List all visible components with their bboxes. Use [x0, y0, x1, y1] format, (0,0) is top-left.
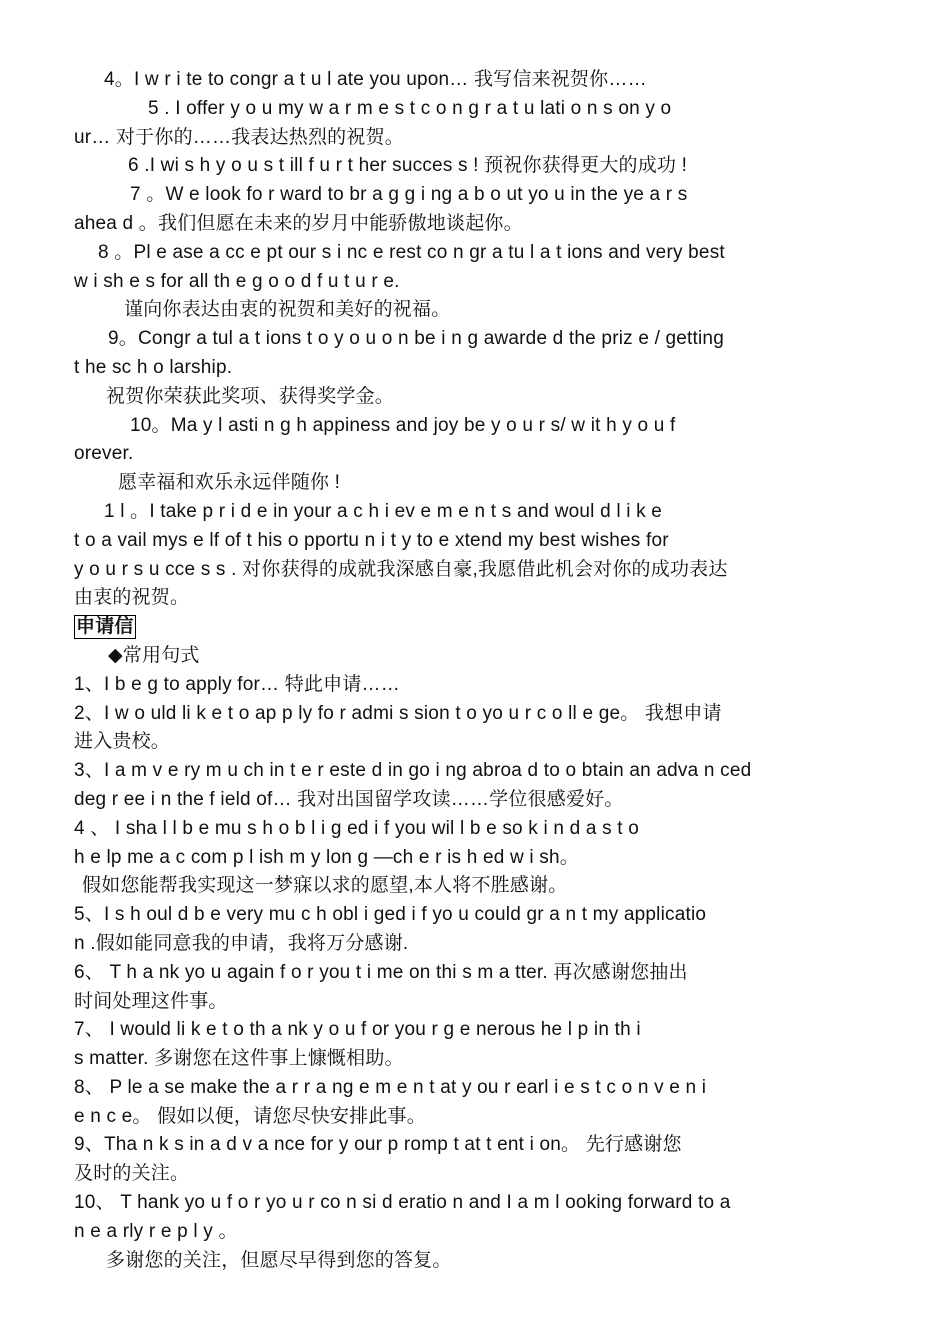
- text-line: t he sc h o larship.: [74, 356, 233, 378]
- text-line: 祝贺你荣获此奖项、获得奖学金。: [106, 385, 395, 407]
- text-line: t o a vail mys e lf of t his o pportu n i t y to e xtend my best wishes for: [74, 529, 669, 551]
- text-line: y o u r s u cce s s . 对你获得的成就我深感自豪,我愿借此机会对你的成功表达: [74, 558, 728, 580]
- text-line: h e lp me a c com p l ish m y lon g —ch e r is h ed w i sh。: [74, 846, 579, 868]
- section-heading-application-letter: [74, 613, 900, 642]
- text-line: 谨向你表达由衷的祝贺和美好的祝福。: [124, 299, 451, 321]
- text-line: deg r ee i n the f ield of… 我对出国留学攻读……学位很感爱好。: [74, 788, 624, 810]
- text-line: 由衷的祝贺。: [74, 587, 190, 609]
- text-line: 多谢您的关注，但愿尽早得到您的答复。: [106, 1249, 452, 1271]
- text-line: 7 。W e look fo r ward to br a g g i ng a b o ut yo u in the ye a r s: [130, 184, 688, 206]
- text-line: 8 。Pl e ase a cc e pt our s i nc e rest co n gr a tu l a t ions and very best: [98, 241, 725, 263]
- text-line: orever.: [74, 443, 134, 465]
- text-line: ahea d 。我们但愿在未来的岁月中能骄傲地谈起你。: [74, 212, 523, 234]
- text-line: 时间处理这件事。: [74, 990, 228, 1012]
- text-line: ur… 对于你的……我表达热烈的祝贺。: [74, 126, 404, 148]
- application-letter-phrases: [74, 642, 900, 1276]
- text-line: 假如您能帮我实现这一梦寐以求的愿望,本人将不胜感谢。: [82, 875, 568, 897]
- section-heading-text: 申请信: [76, 616, 134, 638]
- text-line: 9。Congr a tul a t ions t o y o u o n be i n g awarde d the priz e / getting: [108, 328, 724, 350]
- text-line: 4。I w r i te to congr a t u l ate you upon… 我写信来祝贺你……: [104, 69, 647, 90]
- text-line: 1 l 。I take p r i d e in your a c h i ev e m e n t s and woul d l i k e: [104, 500, 663, 522]
- document-page: [74, 66, 900, 1275]
- text-line: 5 . I offer y o u my w a r m e s t c o n g r a t u lati o n s on y o: [148, 97, 672, 119]
- text-line: 及时的关注。: [74, 1163, 190, 1185]
- text-line: e n c e。 假如以便，请您尽快安排此事。: [74, 1105, 426, 1127]
- text-line: 6、 T h a nk yo u again f o r you t i me on thi s m a tter. 再次感谢您抽出: [74, 961, 688, 983]
- congratulation-phrases: [74, 66, 900, 613]
- text-line: 10、 T hank yo u f o r yo u r co n si d eratio n and I a m l ooking forward to a: [74, 1192, 731, 1214]
- text-line: 4 、 I sha l l b e mu s h o b l i g ed i f you wil l b e so k i n d a s t o: [74, 817, 640, 839]
- text-line: 3、I a m v e ry m u ch in t e r este d in go i ng abroa d to o btain an adva n ced: [74, 760, 752, 782]
- text-line: 8、 P le a se make the a r r a ng e m e n t at y ou r earl i e s t c o n v e n i: [74, 1076, 707, 1098]
- text-line: w i sh e s for all th e g o o d f u t u r e.: [74, 270, 400, 292]
- text-line: 6 .I wi s h y o u s t ill f u r t her succes s ! 预祝你获得更大的成功 !: [128, 155, 688, 177]
- text-line: 愿幸福和欢乐永远伴随你 !: [118, 472, 341, 494]
- text-line: s matter. 多谢您在这件事上慷慨相助。: [74, 1048, 404, 1070]
- text-line: 7、 I would li k e t o th a nk y o u f or you r g e nerous he l p in th i: [74, 1019, 641, 1041]
- text-line: 9、Tha n k s in a d v a nce for y our p romp t at t ent i on。 先行感谢您: [74, 1134, 682, 1156]
- text-line: 5、I s h oul d b e very mu c h obl i ged i f yo u could gr a n t my applicatio: [74, 904, 707, 926]
- text-line: 1、I b e g to apply for… 特此申请……: [74, 673, 400, 695]
- text-line: n e a rly r e p l y 。: [74, 1220, 238, 1242]
- text-line: 进入贵校。: [74, 731, 171, 753]
- text-line: 10。Ma y l asti n g h appiness and joy be y o u r s/ w it h y o u f: [130, 414, 676, 436]
- text-line: n .假如能同意我的申请，我将万分感谢.: [74, 932, 409, 954]
- text-line: ◆常用句式: [108, 644, 200, 666]
- text-line: 2、I w o uld li k e t o ap p ly fo r admi s sion t o yo u r c o ll e ge。 我想申请: [74, 702, 722, 724]
